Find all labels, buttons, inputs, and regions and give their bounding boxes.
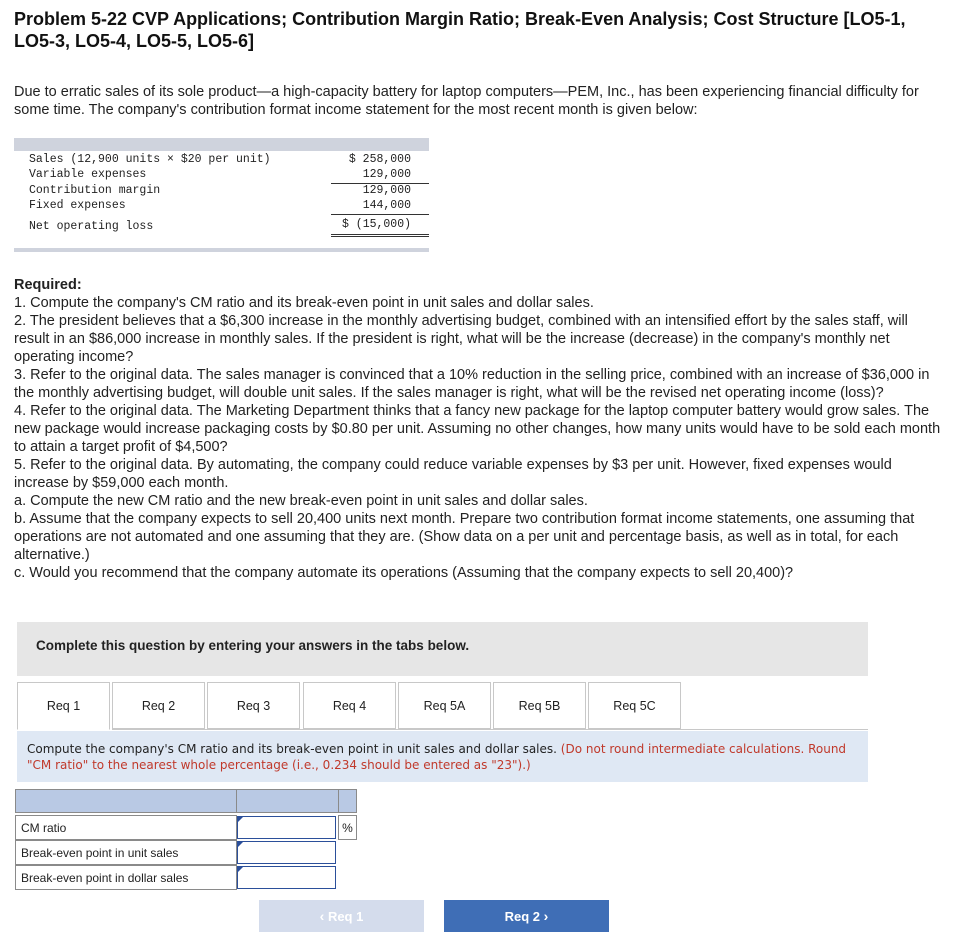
- statement-header-bar: [14, 138, 429, 151]
- input-flag-icon: [238, 817, 243, 822]
- statement-underline: [331, 214, 429, 215]
- problem-title: Problem 5-22 CVP Applications; Contribution Margin Ratio; Break-Even Analysis; Cost Structure [LO5-1, LO5-3, LO5-4, LO5-5, LO5-6]: [14, 9, 906, 51]
- prev-req-label: Req 1: [327, 909, 364, 924]
- statement-label: Sales (12,900 units × $20 per unit): [29, 153, 271, 166]
- next-req-label: Req 2: [504, 909, 541, 924]
- next-req-button[interactable]: [444, 900, 609, 932]
- chevron-right-icon: ›: [543, 908, 549, 924]
- tab-req-1[interactable]: Req 1: [17, 682, 110, 730]
- required-item: a. Compute the new CM ratio and the new break-even point in unit sales and dollar sales.: [14, 493, 588, 509]
- tab-req-5a[interactable]: Req 5A: [398, 682, 491, 729]
- instruction-text: [27, 741, 857, 773]
- tab-divider: [112, 729, 868, 730]
- required-heading: Required:: [14, 277, 82, 293]
- tab-req-4[interactable]: Req 4: [303, 682, 396, 729]
- instruction-box: [17, 731, 868, 782]
- input-flag-icon: [238, 842, 243, 847]
- statement-amount: $ (15,000): [341, 218, 411, 231]
- cm-ratio-input[interactable]: [237, 816, 336, 839]
- required-item: 2. The president believes that a $6,300 increase in the monthly advertising budget, combined with an intensified effort by the sales staff, will result in an $86,000 increase in monthly sales. If the president is right, what will be the increase (decrease) in the company's monthly net operating income?: [14, 313, 908, 365]
- statement-footer-bar: [14, 248, 429, 252]
- statement-double-underline: [331, 236, 429, 237]
- complete-banner: [17, 622, 868, 676]
- statement-label: Variable expenses: [29, 168, 147, 181]
- statement-amount: 129,000: [362, 168, 411, 181]
- statement-double-underline: [331, 234, 429, 235]
- statement-label: Contribution margin: [29, 184, 161, 197]
- required-item: b. Assume that the company expects to sell 20,400 units next month. Prepare two contribution format income statements, one assuming that operations are not automated and one assuming that they are. (Show data on a per unit and percentage basis, as well as in total, for each alternative.): [14, 511, 915, 563]
- tab-req-5b[interactable]: Req 5B: [493, 682, 586, 729]
- breakeven-dollars-label: Break-even point in dollar sales: [15, 865, 237, 890]
- tab-req-5c[interactable]: Req 5C: [588, 682, 681, 729]
- cm-ratio-label: CM ratio: [15, 815, 237, 840]
- chevron-left-icon: ‹: [319, 908, 325, 924]
- statement-amount: $ 258,000: [348, 153, 411, 166]
- statement-label: Net operating loss: [29, 220, 154, 233]
- required-section: [14, 276, 944, 582]
- statement-amount: 144,000: [362, 199, 411, 212]
- percent-sign: %: [338, 815, 357, 840]
- prev-req-button[interactable]: [259, 900, 424, 932]
- tab-req-2[interactable]: Req 2: [112, 682, 205, 729]
- required-item: 1. Compute the company's CM ratio and its break-even point in unit sales and dollar sales.: [14, 295, 594, 311]
- income-statement: [14, 138, 429, 253]
- statement-amount: 129,000: [362, 184, 411, 197]
- breakeven-units-label: Break-even point in unit sales: [15, 840, 237, 865]
- answer-table-header-suffix: [338, 789, 357, 813]
- required-item: 5. Refer to the original data. By automating, the company could reduce variable expenses by $3 per unit. However, fixed expenses would increase by $59,000 each month.: [14, 457, 892, 491]
- answer-table-header-value: [236, 789, 339, 813]
- breakeven-units-input[interactable]: [237, 841, 336, 864]
- required-item: 3. Refer to the original data. The sales manager is convinced that a 10% reduction in the selling price, combined with an increase of $36,000 in the monthly advertising budget, will double unit sales. If the sales manager is right, what will be the revised net operating income (loss)?: [14, 367, 930, 401]
- intro-paragraph: Due to erratic sales of its sole product—a high-capacity battery for laptop computers—PEM, Inc., has been experiencing financial difficulty for some time. The company's contribution format income statement for the most recent month is given below:: [14, 84, 919, 118]
- required-item: 4. Refer to the original data. The Marketing Department thinks that a fancy new package for the laptop computer battery would grow sales. The new package would increase packaging costs by $0.80 per unit. Assuming no other changes, how many units would have to be sold each month to attain a target profit of $4,500?: [14, 403, 941, 455]
- complete-banner-text: Complete this question by entering your answers in the tabs below.: [36, 638, 470, 653]
- statement-label: Fixed expenses: [29, 199, 126, 212]
- breakeven-dollars-input[interactable]: [237, 866, 336, 889]
- tab-req-3[interactable]: Req 3: [207, 682, 300, 729]
- required-item: c. Would you recommend that the company automate its operations (Assuming that the company expects to sell 20,400)?: [14, 565, 794, 581]
- input-flag-icon: [238, 867, 243, 872]
- answer-table-header-label: [15, 789, 237, 813]
- instruction-note: (Do not round intermediate calculations. Round "CM ratio" to the nearest whole percentage (i.e., 0.234 should be entered as "23").): [27, 742, 847, 772]
- instruction-main: Compute the company's CM ratio and its break-even point in unit sales and dollar sales.: [27, 742, 557, 756]
